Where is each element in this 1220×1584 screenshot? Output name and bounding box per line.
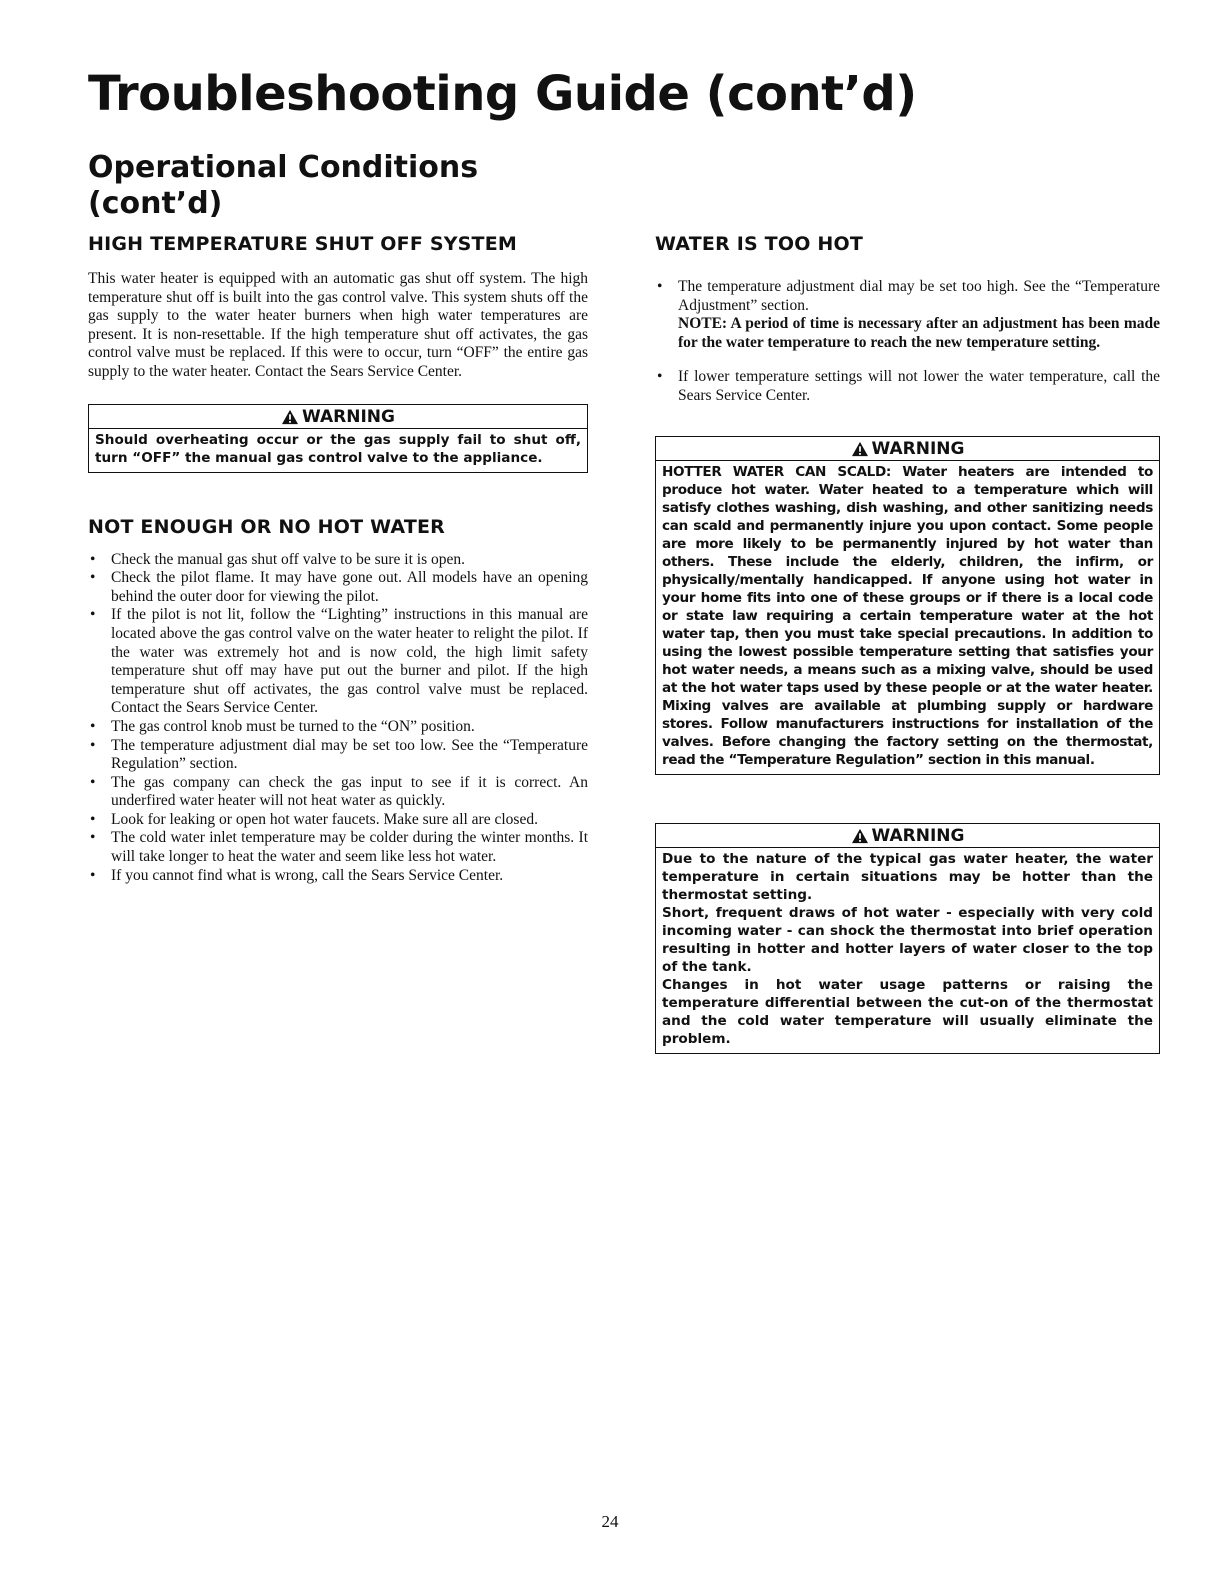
section-title: Operational Conditions (cont’d) <box>88 150 479 221</box>
list-item: • If the pilot is not lit, follow the “Lighting” instructions in this manual are located above the gas control valve on the water heater to relight the pilot. If the water was extremely hot and is now cold, the high limit safety temperature shut off may have put out the burner and pilot. If the high temperature shut off activates, the gas control valve must be replaced. Contact the Sears Service Center. <box>88 606 588 718</box>
warning-paragraph: Changes in hot water usage patterns or raising the temperature differential between the cut-on of the thermostat and the cold water temperature will usually eliminate the problem. <box>662 976 1153 1047</box>
warning-triangle-icon <box>851 441 869 457</box>
left-column <box>88 232 588 885</box>
not-enough-heading: NOT ENOUGH OR NO HOT WATER <box>88 515 445 538</box>
warning-title-bar <box>656 824 1159 848</box>
warning-title-bar <box>89 405 587 429</box>
page-number: 24 <box>601 1512 619 1531</box>
warning-box-scald <box>655 436 1160 775</box>
right-column <box>655 232 1160 1054</box>
list-item: • The cold water inlet temperature may be colder during the winter months. It will take longer to heat the water and seem like less hot water. <box>88 829 588 866</box>
list-item: • Check the manual gas shut off valve to be sure it is open. <box>88 551 588 570</box>
warning-text <box>656 848 1159 1053</box>
high-temp-body: This water heater is equipped with an automatic gas shut off system. The high temperature shut off is built into the gas control valve. This system shuts off the gas supply to the water heater burners when high water temperatures are present. It is non-resettable. If the high temperature shut off activates, the gas control valve must be replaced. If this were to occur, turn “OFF” the entire gas supply to the water heater. Contact the Sears Service Center. <box>88 270 588 380</box>
warning-paragraph: Due to the nature of the typical gas water heater, the water temperature in certain situations may be hotter than the thermostat setting. <box>662 850 1153 903</box>
page-title: Troubleshooting Guide (cont’d) <box>88 66 917 122</box>
warning-triangle-icon <box>281 409 299 425</box>
list-item: • If you cannot find what is wrong, call the Sears Service Center. <box>88 867 588 886</box>
warning-title-bar <box>656 437 1159 461</box>
list-item: • The temperature adjustment dial may be set too low. See the “Temperature Regulation” section. <box>88 737 588 774</box>
list-item <box>655 278 1160 352</box>
warning-triangle-icon <box>851 828 869 844</box>
warning-box-thermostat <box>655 823 1160 1054</box>
warning-title: WARNING <box>871 825 965 846</box>
warning-title: WARNING <box>871 438 965 459</box>
too-hot-item-2: If lower temperature settings will not lower the water temperature, call the Sears Service Center. <box>678 368 1160 404</box>
list-item: • The gas company can check the gas input to see if it is correct. An underfired water heater will not heat water as quickly. <box>88 774 588 811</box>
too-hot-list <box>655 278 1160 406</box>
warning-paragraph: Short, frequent draws of hot water - especially with very cold incoming water - can shock the thermostat into brief operation resulting in hotter and hotter layers of water closer to the top of the tank. <box>662 904 1153 975</box>
high-temp-heading: HIGH TEMPERATURE SHUT OFF SYSTEM <box>88 233 517 255</box>
warning-text: Should overheating occur or the gas supply fail to shut off, turn “OFF” the manual gas control valve to the appliance. <box>95 431 581 466</box>
too-hot-item-1: The temperature adjustment dial may be set too high. See the “Temperature Adjustment” section. <box>678 278 1160 314</box>
warning-title: WARNING <box>302 406 395 427</box>
too-hot-note: NOTE: A period of time is necessary after an adjustment has been made for the water temperature to reach the new temperature setting. <box>678 315 1160 351</box>
list-item: • The gas control knob must be turned to the “ON” position. <box>88 718 588 737</box>
list-item: • Look for leaking or open hot water faucets. Make sure all are closed. <box>88 811 588 830</box>
list-item: • Check the pilot flame. It may have gone out. All models have an opening behind the outer door for viewing the pilot. <box>88 569 588 606</box>
list-item <box>655 368 1160 405</box>
too-hot-heading: WATER IS TOO HOT <box>655 233 863 255</box>
warning-box-overheating <box>88 404 588 473</box>
warning-text: HOTTER WATER CAN SCALD: Water heaters are intended to produce hot water. Water heated to a temperature which will satisfy clothes washing, dish washing, and other sanitizing needs can scald and permanently injure you upon contact. Some people are more likely to be permanently injured by hot water than others. These include the elderly, children, the infirm, or physically/mentally handicapped. If anyone using hot water in your home fits into one of these groups or if there is a local code or state law requiring a certain temperature water at the hot water tap, then you must take special precautions. In addition to using the lowest possible temperature setting that satisfies your hot water needs, a means such as a mixing valve, should be used at the hot water taps used by these people or at the water heater. Mixing valves are available at plumbing supply or hardware stores. Follow manufacturers instructions for installation of the valves. Before changing the factory setting on the thermostat, read the “Temperature Regulation” section in this manual. <box>662 463 1153 768</box>
not-enough-list <box>88 551 588 886</box>
